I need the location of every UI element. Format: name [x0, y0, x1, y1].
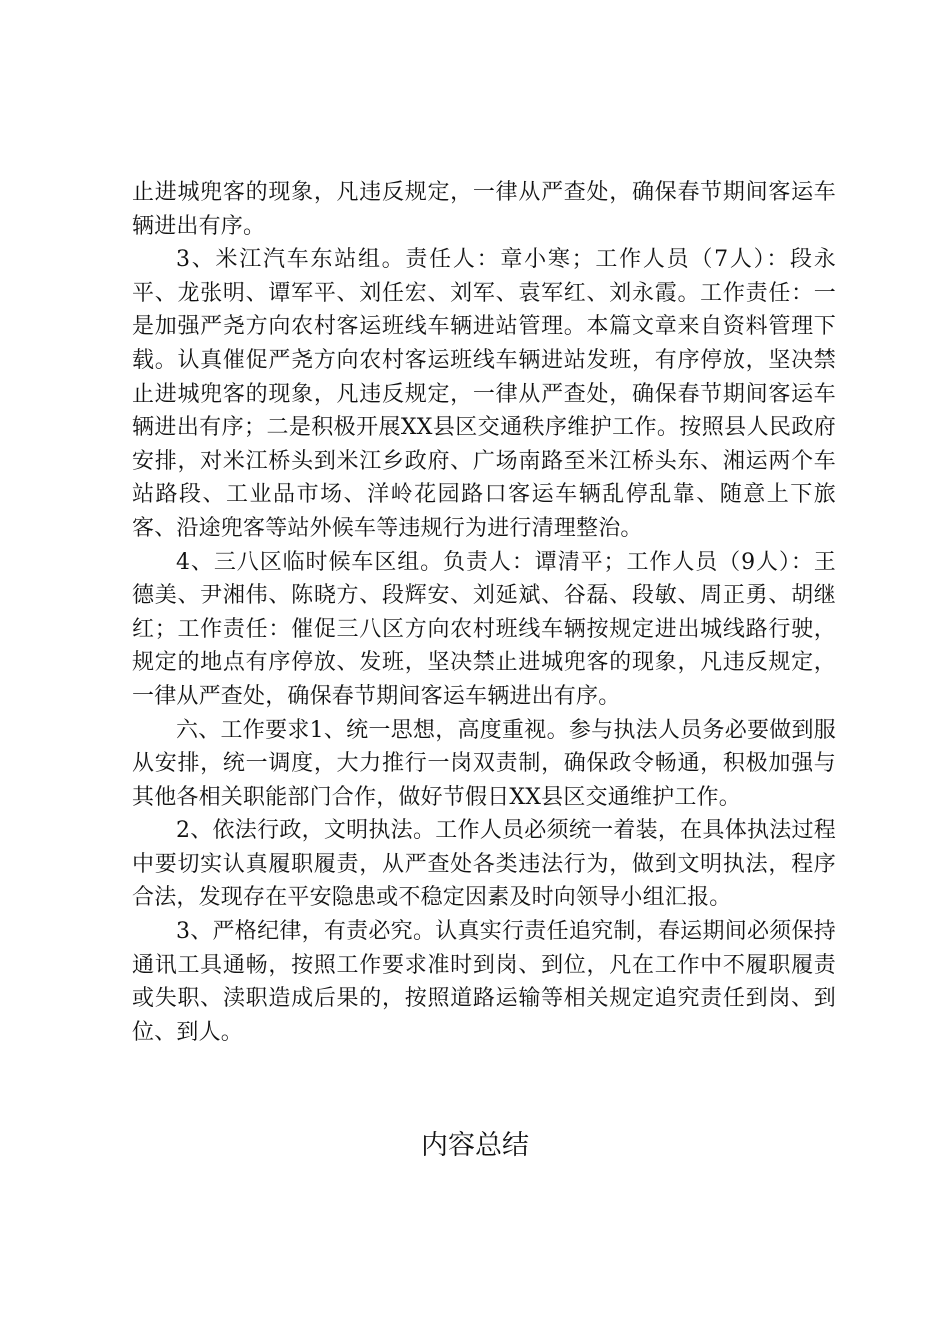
document-body [132, 176, 836, 1049]
paragraph-law-enforcement: 2、依法行政，文明执法。工作人员必须统一着装，在具体执法过程中要切实认真履职履责，从严查处各类违法行为，做到文明执法，程序合法，发现存在平安隐患或不稳定因素及时向领导小组汇报。 [132, 818, 836, 911]
paragraph-east-station-group: 3、米江汽车东站组。责任人：章小寒；工作人员（7人）：段永平、龙张明、谭军平、刘任宏、刘军、袁军红、刘永霞。工作责任：一是加强严尧方向农村客运班线车辆进站管理。本篇文章来自资料管理下载。认真催促严尧方向农村客运班线车辆进站发班，有序停放，坚决禁止进城兜客的现象，凡违反规定，一律从严查处，确保春节期间客运车辆进出有序；二是积极开展XX县区交通秩序维护工作。按照县人民政府安排，对米江桥头到米江乡政府、广场南路至米江桥头东、湘运两个车站路段、工业品市场、洋岭花园路口客运车辆乱停乱靠、随意上下旅客、沿途兜客等站外候车等违规行为进行清理整治。 [132, 247, 836, 541]
paragraph-discipline: 3、严格纪律，有责必究。认真实行责任追究制，春运期间必须保持通讯工具通畅，按照工作要求准时到岗、到位，凡在工作中不履职履责或失职、渎职造成后果的，按照道路运输等相关规定追究责任到岗、到位、到人。 [132, 919, 836, 1045]
paragraph-continuation: 止进城兜客的现象，凡违反规定，一律从严查处，确保春节期间客运车辆进出有序。 [132, 180, 836, 239]
paragraph-sanba-district-group: 4、三八区临时候车区组。负责人：谭清平；工作人员（9人）：王德美、尹湘伟、陈晓方、段辉安、刘延斌、谷磊、段敏、周正勇、胡继红；工作责任：催促三八区方向农村班线车辆按规定进出城线路行驶，规定的地点有序停放、发班，坚决禁止进城兜客的现象，凡违反规定，一律从严查处，确保春节期间客运车辆进出有序。 [132, 549, 836, 709]
paragraph-work-requirements: 六、工作要求1、统一思想，高度重视。参与执法人员务必要做到服从安排，统一调度，大力推行一岗双责制，确保政令畅通，积极加强与其他各相关职能部门合作，做好节假日XX县区交通维护工作。 [132, 717, 836, 810]
summary-title: 内容总结 [421, 1130, 529, 1161]
